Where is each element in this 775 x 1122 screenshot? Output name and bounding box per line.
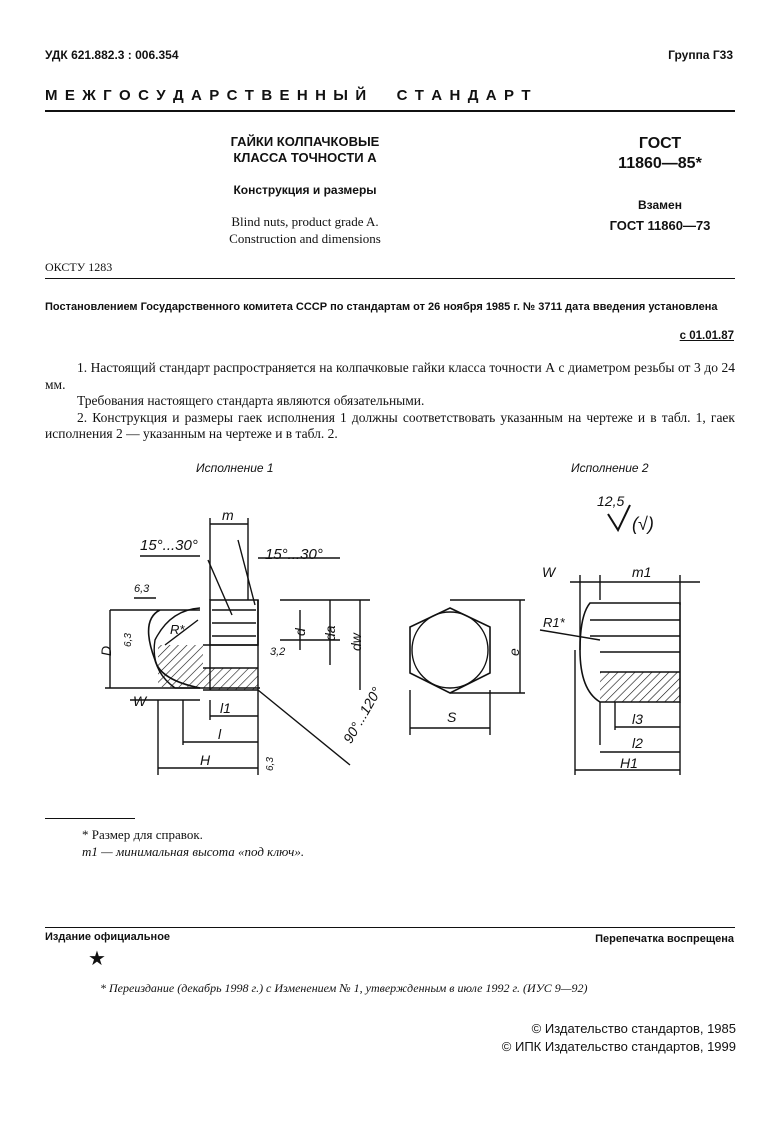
footer-rule (45, 927, 735, 928)
dim-S-label: S (447, 709, 457, 725)
footnotes (82, 826, 304, 860)
technical-drawing (0, 455, 775, 795)
angle-label-3: 90°...120° (339, 684, 385, 746)
dim-H-label: H (200, 752, 211, 768)
roughness-label-2: 6,3 (123, 633, 134, 647)
no-reprint: Перепечатка воспрещена (595, 933, 734, 945)
copyright-2: © ИПК Издательство стандартов, 1999 (501, 1039, 736, 1054)
standard-banner: М Е Ж Г О С У Д А Р С Т В Е Н Н Ы Й С Т А Н Д А Р Т (45, 87, 533, 104)
gost-number: 11860—85* (618, 155, 702, 172)
subtitle-ru: Конструкция и размеры (233, 183, 377, 197)
dim-l1-label: l1 (220, 700, 231, 716)
footnote-1: * Размер для справок. (82, 827, 203, 842)
version2-label: Исполнение 2 (571, 461, 649, 475)
title-ru (170, 134, 440, 166)
angle-label-1: 15°...30° (140, 537, 198, 554)
title-en (170, 213, 440, 247)
dim-l2-label: l2 (632, 735, 643, 751)
dim-m1-label: m1 (632, 564, 652, 580)
paragraph-2: Требования настоящего стандарта являются обязательными. (77, 393, 425, 408)
dim-m-label: m (222, 507, 234, 523)
official-edition: Издание официальное (45, 931, 171, 943)
footnote-rule (45, 818, 135, 819)
roughness-label-5: 12,5 (597, 493, 625, 509)
title-en-line-2: Construction and dimensions (229, 231, 381, 246)
body-text (45, 360, 735, 443)
replaces-label: Взамен (638, 198, 682, 212)
radius1-label: R1* (543, 615, 565, 630)
dim-W2-label: W (542, 564, 556, 580)
group-code: Группа Г33 (668, 48, 733, 62)
roughness-label-4: 6,3 (265, 757, 276, 771)
title-en-line-1: Blind nuts, product grade A. (231, 214, 379, 229)
dim-e-label: e (506, 648, 522, 656)
star-mark: ★ (88, 948, 106, 970)
copyright-block (400, 1020, 736, 1056)
decree-date: с 01.01.87 (679, 330, 734, 342)
reissue-note: * Переиздание (декабрь 1998 г.) с Изменением № 1, утвержденным в июле 1992 г. (ИУС 9—92) (100, 981, 588, 995)
dim-D-label: D (98, 645, 114, 656)
angle-label-2: 15°...30° (265, 546, 323, 563)
roughness-paren: (√) (632, 514, 654, 534)
dim-H1-label: H1 (620, 755, 638, 771)
roughness-label-1: 6,3 (134, 583, 150, 595)
paragraph-3: 2. Конструкция и размеры гаек исполнения 1 должны соответствовать указанным на чертеже и в табл. 1, гаек исполнения 2 — указанным на чертеже и в табл. 2. (45, 409, 735, 441)
version1-label: Исполнение 1 (196, 461, 274, 475)
dim-W-label: W (133, 693, 147, 709)
roughness-label-3: 3,2 (270, 646, 286, 658)
gost-block (585, 134, 735, 174)
dim-dw-label: dw (348, 633, 364, 651)
replaces-value: ГОСТ 11860—73 (609, 218, 711, 233)
title-line-1: ГАЙКИ КОЛПАЧКОВЫЕ (230, 134, 380, 149)
okstu-code: ОКСТУ 1283 (45, 260, 113, 274)
udk-code: УДК 621.882.3 : 006.354 (45, 48, 179, 62)
dim-l3-label: l3 (632, 711, 643, 727)
title-rule (45, 278, 735, 279)
footnote-2: m1 — минимальная высота «под ключ». (82, 844, 305, 859)
dim-da-label: da (322, 625, 338, 641)
gost-label: ГОСТ (638, 135, 682, 152)
dim-l-label: l (218, 726, 222, 742)
copyright-1: © Издательство стандартов, 1985 (531, 1021, 736, 1036)
decree-text: Постановлением Государственного комитета СССР по стандартам от 26 ноября 1985 г. № 3711 дата введения установлена (45, 301, 718, 313)
hex-outline (410, 608, 490, 693)
paragraph-1: 1. Настоящий стандарт распространяется на колпачковые гайки класса точности А с диаметром резьбы от 3 до 24 мм. (45, 360, 735, 392)
dim-d-label: d (292, 628, 308, 636)
radius-label: R* (170, 622, 185, 637)
header-rule (45, 110, 735, 112)
title-line-2: КЛАССА ТОЧНОСТИ А (233, 150, 377, 165)
